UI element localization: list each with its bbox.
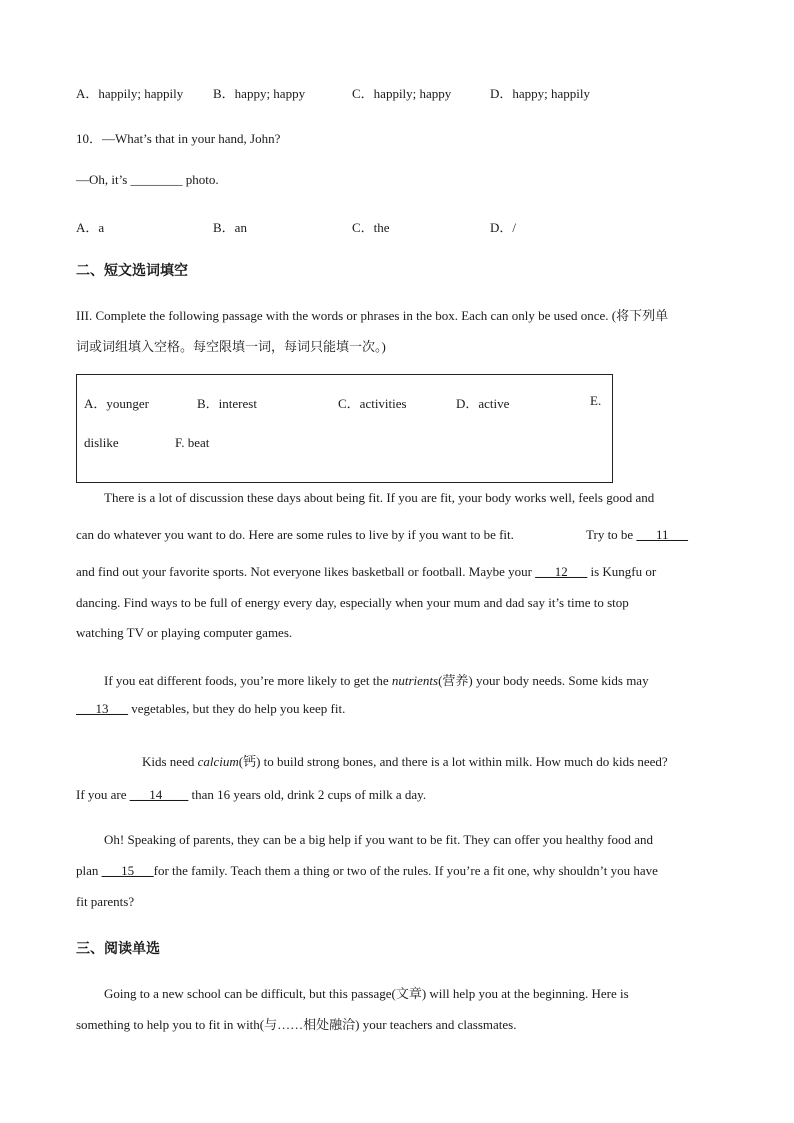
q9-option-c: C．happily; happy [352, 86, 452, 101]
p2-line1: If you eat different foods, you’re more likely to get the nutrients(营养) your body needs. Some kids may [104, 673, 649, 688]
p4-line2: plan ___15___for the family. Teach them a thing or two of the rules. If you’re a fit one, why shouldn’t you have [76, 863, 658, 878]
section3-line2: something to help you to fit in with(与……相处融洽) your teachers and classmates. [76, 1017, 517, 1032]
q10-blank: ________ [130, 172, 183, 187]
q9-option-a: A．happily; happily [76, 86, 184, 101]
p2-line2: ___13___ vegetables, but they do help you keep fit. [76, 701, 346, 716]
p1-line2b: Try to be ___11___ [586, 527, 688, 542]
section3-heading: 三、阅读单选 [76, 941, 160, 957]
blank-11[interactable]: ___11___ [636, 527, 688, 542]
p1-line5: watching TV or playing computer games. [76, 625, 293, 640]
p1-line1: There is a lot of discussion these days about being fit. If you are fit, your body works well, feels good and [104, 490, 655, 505]
word-option-e-label: E. [590, 393, 602, 408]
blank-12[interactable]: ___12___ [535, 564, 588, 579]
word-option-c: C．activities [338, 396, 407, 411]
q10-answer-suffix: photo. [185, 172, 219, 187]
q10-text: —What’s that in your hand, John? [102, 131, 281, 146]
blank-14[interactable]: ___14____ [129, 787, 189, 802]
word-box [76, 374, 613, 483]
q10-option-a: A．a [76, 220, 105, 235]
word-option-a: A．younger [84, 396, 149, 411]
word-option-b: B．interest [197, 396, 257, 411]
q9-option-d: D．happy; happily [490, 86, 591, 101]
section2-instruction-line2: 词或词组填入空格。每空限填一词，每词只能填一次。) [76, 339, 386, 354]
p4-line1: Oh! Speaking of parents, they can be a big help if you want to be fit. They can offer you healthy food and [104, 832, 653, 847]
word-option-e: dislike [84, 435, 119, 450]
word-option-d: D．active [456, 396, 510, 411]
p3-line2: If you are ___14____ than 16 years old, drink 2 cups of milk a day. [76, 787, 427, 802]
word-option-f: F. beat [175, 435, 210, 450]
q10-answer-prefix: —Oh, it’s [76, 172, 128, 187]
calcium-term: calcium [197, 754, 239, 769]
q10-option-c: C．the [352, 220, 390, 235]
section2-heading: 二、短文选词填空 [76, 263, 188, 279]
section2-instruction-line1: III. Complete the following passage with the words or phrases in the box. Each can only be used once. (将下列单 [76, 308, 669, 323]
section3-line1: Going to a new school can be difficult, but this passage(文章) will help you at the beginning. Here is [104, 986, 629, 1001]
nutrients-term: nutrients [391, 673, 439, 688]
p1-line3: and find out your favorite sports. Not everyone likes basketball or football. Maybe your ___12___ is Kungfu or [76, 564, 657, 579]
q10-answer-line [76, 172, 219, 188]
p1-line4: dancing. Find ways to be full of energy every day, especially when your mum and dad say it’s time to stop [76, 595, 629, 610]
blank-15[interactable]: ___15___ [101, 863, 154, 878]
blank-13[interactable]: ___13___ [76, 701, 128, 716]
p1-line2a: can do whatever you want to do. Here are some rules to live by if you want to be fit. [76, 527, 514, 542]
q9-option-b: B．happy; happy [213, 86, 306, 101]
p3-line1: Kids need calcium(钙) to build strong bones, and there is a lot within milk. How much do kids need? [142, 754, 668, 769]
q10-option-b: B．an [213, 220, 247, 235]
q10-question [76, 128, 280, 147]
p4-line3: fit parents? [76, 894, 135, 909]
q10-number: 10． [76, 131, 103, 146]
q10-option-d: D．/ [490, 220, 517, 235]
